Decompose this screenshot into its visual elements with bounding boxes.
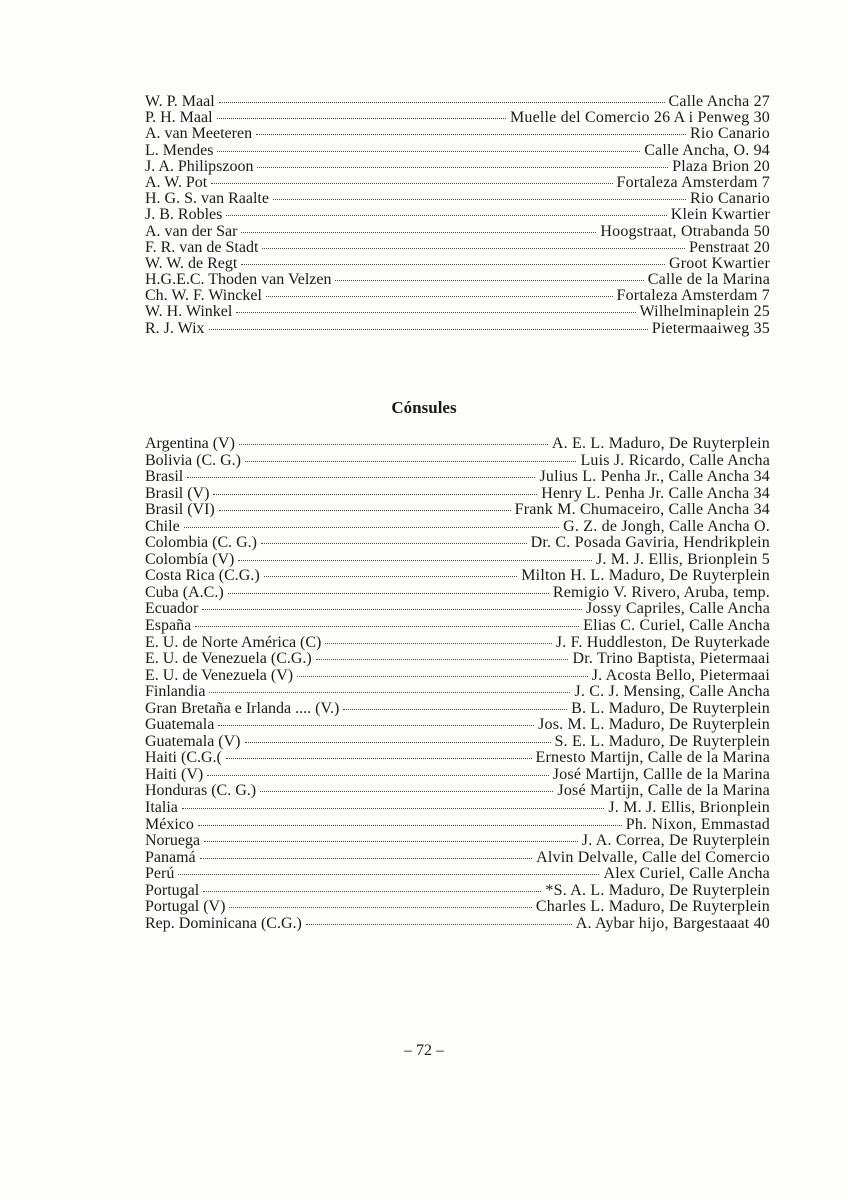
entry-address: Julius L. Penha Jr., Calle Ancha 34 <box>539 468 770 486</box>
entry-name: Haiti (C.G.( <box>145 749 222 767</box>
dot-leader <box>226 212 666 216</box>
entry-name: Rep. Dominicana (C.G.) <box>145 914 302 932</box>
dot-leader <box>187 474 535 478</box>
list-item <box>145 159 770 175</box>
dot-leader <box>245 458 576 462</box>
dot-leader <box>261 540 527 544</box>
dot-leader <box>228 590 549 594</box>
list-item <box>145 601 770 618</box>
list-item <box>145 883 770 900</box>
entry-name: Cuba (A.C.) <box>145 583 224 601</box>
entry-address: Fortaleza Amsterdam 7 <box>616 173 770 191</box>
entry-name: Perú <box>145 865 175 883</box>
entry-address: Dr. C. Posada Gaviria, Hendrikplein <box>530 534 770 552</box>
entry-address: J. A. Correa, De Ruyterplein <box>581 832 770 850</box>
list-item <box>145 436 770 453</box>
dot-leader <box>236 309 635 313</box>
entry-name: W. P. Maal <box>145 93 215 110</box>
entry-name: Argentina (V) <box>145 435 235 452</box>
dot-leader <box>238 557 592 561</box>
dot-leader <box>217 115 506 119</box>
entry-name: L. Mendes <box>145 141 214 159</box>
entry-address: B. L. Maduro, De Ruyterplein <box>571 699 770 717</box>
entry-name: Gran Bretaña e Irlanda .... (V.) <box>145 699 340 717</box>
entry-address: Jossy Capriles, Calle Ancha <box>585 600 770 618</box>
list-item <box>145 207 770 223</box>
entry-address: J. C. J. Mensing, Calle Ancha <box>574 683 770 701</box>
dot-leader <box>178 871 599 875</box>
entry-address: Charles L. Maduro, De Ruyterplein <box>535 898 770 916</box>
list-item <box>145 684 770 701</box>
list-item <box>145 750 770 767</box>
entry-name: Honduras (C. G.) <box>145 782 257 800</box>
residents-list <box>145 94 770 337</box>
entry-name: Chile <box>145 517 180 535</box>
list-item <box>145 899 770 916</box>
entry-name: J. A. Philipszoon <box>145 157 254 175</box>
dot-leader <box>211 180 612 184</box>
dot-leader <box>325 640 551 644</box>
dot-leader <box>262 245 685 249</box>
entry-name: A. W. Pot <box>145 173 208 191</box>
entry-address: Dr. Trino Baptista, Pietermaai <box>572 650 770 668</box>
dot-leader <box>200 855 532 859</box>
entry-name: Noruega <box>145 832 201 850</box>
dot-leader <box>217 148 640 152</box>
entry-name: Brasil (VI) <box>145 501 215 519</box>
dot-leader <box>241 261 665 265</box>
entry-address: Wilhelminaplein 25 <box>639 303 770 321</box>
list-item <box>145 635 770 652</box>
list-item <box>145 866 770 883</box>
entry-name: Bolivia (C. G.) <box>145 451 241 469</box>
entry-address: Groot Kwartier <box>669 254 770 272</box>
list-item <box>145 783 770 800</box>
entry-address: Penstraat 20 <box>688 238 770 256</box>
list-item <box>145 321 770 337</box>
list-item <box>145 519 770 536</box>
dot-leader <box>226 755 532 759</box>
dot-leader <box>209 689 570 693</box>
entry-name: Haiti (V) <box>145 765 204 783</box>
entry-name: Ecuador <box>145 600 199 618</box>
entry-name: Finlandia <box>145 683 206 701</box>
entry-address: Ernesto Martijn, Calle de la Marina <box>535 749 770 767</box>
entry-name: Brasil (V) <box>145 484 210 502</box>
dot-leader <box>266 293 613 297</box>
entry-address: Muelle del Comercio 26 A i Penweg 30 <box>509 109 770 127</box>
dot-leader <box>184 524 559 528</box>
entry-name: W. W. de Regt <box>145 254 238 272</box>
entry-address: J. F. Huddleston, De Ruyterkade <box>555 633 770 651</box>
entry-name: Italia <box>145 799 178 817</box>
dot-leader <box>203 888 541 892</box>
list-item <box>145 191 770 207</box>
entry-name: Costa Rica (C.G.) <box>145 567 260 585</box>
list-item <box>145 833 770 850</box>
dot-leader <box>297 673 588 677</box>
entry-name: España <box>145 617 192 635</box>
entry-address: J. M. J. Ellis, Brionplein <box>608 799 770 817</box>
entry-name: E. U. de Venezuela (V) <box>145 666 294 684</box>
entry-address: Klein Kwartier <box>670 206 770 224</box>
list-item <box>145 304 770 320</box>
page-number: – 72 – <box>404 1042 444 1059</box>
entry-address: Fortaleza Amsterdam 7 <box>616 287 770 305</box>
entry-name: R. J. Wix <box>145 319 205 337</box>
entry-address: Milton H. L. Maduro, De Ruyterplein <box>521 567 770 585</box>
list-item <box>145 800 770 817</box>
dot-leader <box>229 904 531 908</box>
dot-leader <box>343 706 567 710</box>
entry-address: Rio Canario <box>690 190 770 208</box>
entry-address: S. E. L. Maduro, De Ruyterplein <box>554 732 770 750</box>
entry-address: A. E. L. Maduro, De Ruyterplein <box>551 435 770 452</box>
entry-address: Frank M. Chumaceiro, Calle Ancha 34 <box>514 501 770 519</box>
list-item <box>145 240 770 256</box>
entry-name: F. R. van de Stadt <box>145 238 259 256</box>
entry-address: G. Z. de Jongh, Calle Ancha O. <box>563 517 770 535</box>
list-item <box>145 701 770 718</box>
entry-address: Henry L. Penha Jr. Calle Ancha 34 <box>541 484 770 502</box>
entry-address: A. Aybar hijo, Bargestaaat 40 <box>575 914 770 932</box>
entry-name: H. G. S. van Raalte <box>145 190 269 208</box>
entry-address: *S. A. L. Maduro, De Ruyterplein <box>545 881 770 899</box>
list-item <box>145 668 770 685</box>
entry-name: Colombia (C. G.) <box>145 534 257 552</box>
entry-address: Alex Curiel, Calle Ancha <box>603 865 770 883</box>
entry-address: Luis J. Ricardo, Calle Ancha <box>580 451 770 469</box>
dot-leader <box>195 623 579 627</box>
dot-leader <box>264 573 518 577</box>
entry-name: Portugal <box>145 881 200 899</box>
dot-leader <box>256 131 686 135</box>
entry-name: A. van der Sar <box>145 222 238 240</box>
dot-leader <box>306 921 572 925</box>
entry-address: Plaza Brion 20 <box>672 157 770 175</box>
dot-leader <box>219 507 511 511</box>
dot-leader <box>207 772 549 776</box>
entry-name: Guatemala (V) <box>145 732 241 750</box>
dot-leader <box>335 277 643 281</box>
entry-address: Ph. Nixon, Emmastad <box>625 815 770 833</box>
list-item <box>145 110 770 126</box>
dot-leader <box>245 739 551 743</box>
list-item <box>145 94 770 110</box>
dot-leader <box>198 822 622 826</box>
consuls-heading: Cónsules <box>391 398 457 417</box>
entry-address: J. M. J. Ellis, Brionplein 5 <box>595 550 770 568</box>
consuls-list <box>145 436 770 932</box>
entry-name: A. van Meeteren <box>145 125 253 143</box>
list-item <box>145 850 770 867</box>
dot-leader <box>182 805 604 809</box>
entry-address: Hoogstraat, Otrabanda 50 <box>600 222 770 240</box>
list-item <box>145 552 770 569</box>
list-item <box>145 817 770 834</box>
entry-name: H.G.E.C. Thoden van Velzen <box>145 271 332 289</box>
dot-leader <box>204 838 578 842</box>
list-item <box>145 618 770 635</box>
entry-address: Calle Ancha 27 <box>668 93 770 110</box>
list-item <box>145 256 770 272</box>
entry-name: P. H. Maal <box>145 109 213 127</box>
dot-leader <box>316 656 569 660</box>
entry-name: Panamá <box>145 848 196 866</box>
entry-name: Guatemala <box>145 716 215 734</box>
entry-name: Colombía (V) <box>145 550 235 568</box>
list-item <box>145 535 770 552</box>
entry-address: Elias C. Curiel, Calle Ancha <box>583 617 770 635</box>
dot-leader <box>209 326 648 330</box>
dot-leader <box>239 441 548 445</box>
list-item <box>145 502 770 519</box>
entry-name: E. U. de Norte América (C) <box>145 633 322 651</box>
entry-address: Remigio V. Rivero, Aruba, temp. <box>552 583 770 601</box>
dot-leader <box>213 491 537 495</box>
entry-name: México <box>145 815 194 833</box>
list-item <box>145 568 770 585</box>
entry-address: Pietermaaiweg 35 <box>651 319 770 337</box>
dot-leader <box>260 788 553 792</box>
list-item <box>145 224 770 240</box>
entry-address: José Martijn, Callle de la Marina <box>552 765 770 783</box>
dot-leader <box>257 164 668 168</box>
list-item <box>145 767 770 784</box>
list-item <box>145 651 770 668</box>
entry-address: J. Acosta Bello, Pietermaai <box>591 666 770 684</box>
entry-name: Brasil <box>145 468 184 486</box>
entry-name: W. H. Winkel <box>145 303 233 321</box>
entry-address: José Martijn, Calle de la Marina <box>557 782 770 800</box>
list-item <box>145 734 770 751</box>
list-item <box>145 585 770 602</box>
list-item <box>145 175 770 191</box>
list-item <box>145 126 770 142</box>
list-item <box>145 916 770 933</box>
list-item <box>145 143 770 159</box>
entry-name: Ch. W. F. Winckel <box>145 287 262 305</box>
entry-name: E. U. de Venezuela (C.G.) <box>145 650 312 668</box>
dot-leader <box>241 229 596 233</box>
list-item <box>145 717 770 734</box>
dot-leader <box>219 99 665 103</box>
entry-address: Calle de la Marina <box>647 271 770 289</box>
dot-leader <box>218 722 534 726</box>
list-item <box>145 469 770 486</box>
entry-name: J. B. Robles <box>145 206 223 224</box>
entry-name: Portugal (V) <box>145 898 226 916</box>
list-item <box>145 288 770 304</box>
entry-address: Calle Ancha, O. 94 <box>644 141 770 159</box>
entry-address: Rio Canario <box>690 125 770 143</box>
dot-leader <box>202 606 582 610</box>
dot-leader <box>273 196 686 200</box>
entry-address: Alvin Delvalle, Calle del Comercio <box>536 848 770 866</box>
list-item <box>145 453 770 470</box>
entry-address: Jos. M. L. Maduro, De Ruyterplein <box>538 716 770 734</box>
list-item <box>145 272 770 288</box>
list-item <box>145 486 770 503</box>
